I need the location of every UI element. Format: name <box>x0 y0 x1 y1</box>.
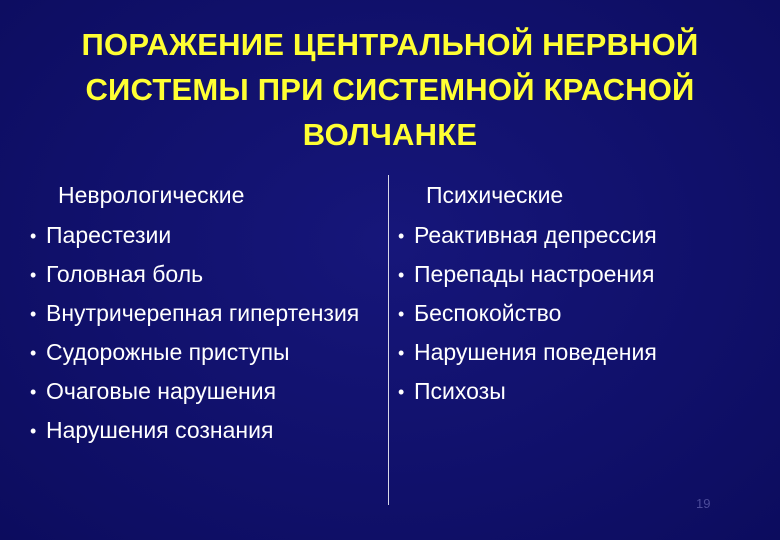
bullet-icon: • <box>30 304 37 324</box>
neurological-heading: Неврологические <box>58 182 245 208</box>
title-line-3: ВОЛЧАНКЕ <box>302 117 478 152</box>
list-item-label: Беспокойство <box>414 300 562 326</box>
bullet-icon: • <box>30 343 37 363</box>
psychiatric-heading: Психические <box>426 182 564 208</box>
list-item <box>398 259 758 290</box>
bullet-icon: • <box>398 265 405 285</box>
slide-title <box>20 22 760 157</box>
title-line-1: ПОРАЖЕНИЕ ЦЕНТРАЛЬНОЙ НЕРВНОЙ <box>81 27 699 62</box>
list-item-label: Судорожные приступы <box>46 339 290 365</box>
list-item <box>30 298 375 329</box>
list-item <box>398 220 758 251</box>
list-item-label: Нарушения сознания <box>46 417 274 443</box>
title-line-2: СИСТЕМЫ ПРИ СИСТЕМНОЙ КРАСНОЙ <box>85 72 695 107</box>
bullet-icon: • <box>30 226 37 246</box>
column-divider <box>388 175 389 505</box>
list-item-label: Нарушения поведения <box>414 339 657 365</box>
bullet-icon: • <box>30 265 37 285</box>
list-item-label: Перепады настроения <box>414 261 655 287</box>
bullet-icon: • <box>398 304 405 324</box>
psychiatric-column <box>398 180 758 415</box>
bullet-icon: • <box>398 226 405 246</box>
list-item <box>398 298 758 329</box>
list-item-label: Психозы <box>414 378 506 404</box>
bullet-icon: • <box>398 343 405 363</box>
list-item <box>30 376 375 407</box>
neurological-column <box>30 180 375 454</box>
list-item <box>398 376 758 407</box>
list-item-label: Внутричерепная гипертензия <box>46 300 360 326</box>
bullet-icon: • <box>30 421 37 441</box>
list-item-label: Реактивная депрессия <box>414 222 657 248</box>
list-item-label: Парестезии <box>46 222 172 248</box>
list-item-label: Очаговые нарушения <box>46 378 277 404</box>
page-number: 19 <box>696 496 711 511</box>
bullet-icon: • <box>398 382 405 402</box>
list-item <box>398 337 758 368</box>
list-item <box>30 415 375 446</box>
bullet-icon: • <box>30 382 37 402</box>
list-item <box>30 337 375 368</box>
list-item <box>30 220 375 251</box>
list-item <box>30 259 375 290</box>
list-item-label: Головная боль <box>46 261 204 287</box>
